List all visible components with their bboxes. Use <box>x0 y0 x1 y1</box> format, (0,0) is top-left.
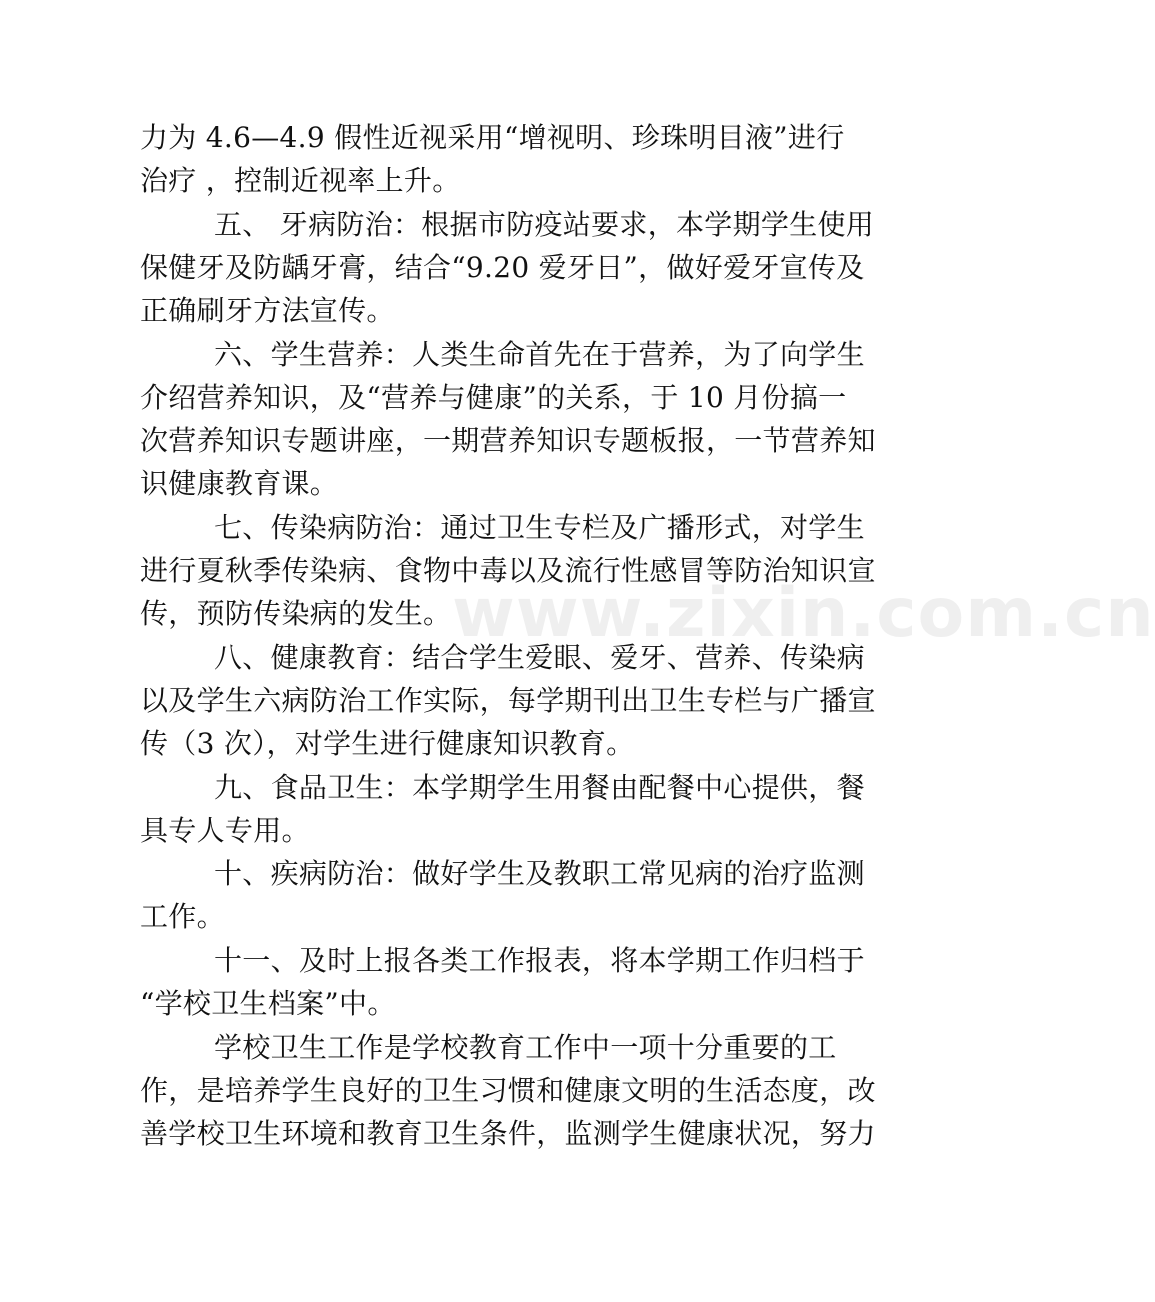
paragraph-start-summary: 学校卫生工作是学校教育工作中一项十分重要的工 <box>214 1031 837 1064</box>
text-line: 进行夏秋季传染病、食物中毒以及流行性感冒等防治知识宣 <box>140 554 876 587</box>
text-line: 次营养知识专题讲座，一期营养知识专题板报，一节营养知 <box>140 424 876 457</box>
paragraph-start-item-8: 八、健康教育：结合学生爱眼、爱牙、营养、传染病 <box>214 641 865 674</box>
paragraph-start-item-7: 七、传染病防治：通过卫生专栏及广播形式，对学生 <box>214 511 865 544</box>
text-line: 工作。 <box>140 900 225 933</box>
text-line: 保健牙及防龋牙膏，结合“9.20 爱牙日”，做好爱牙宣传及 <box>140 251 865 284</box>
text-line: 作，是培养学生良好的卫生习惯和健康文明的生活态度，改 <box>140 1074 876 1107</box>
text-line: 治疗 ，控制近视率上升。 <box>140 164 461 197</box>
text-line: 正确刷牙方法宣传。 <box>140 294 395 327</box>
watermark: www.zixin.com.cn <box>452 574 1155 653</box>
text-line: 力为 4.6—4.9 假性近视采用“增视明、珍珠明目液”进行 <box>140 121 845 154</box>
text-line: 传，预防传染病的发生。 <box>140 597 452 630</box>
paragraph-start-item-6: 六、学生营养：人类生命首先在于营养，为了向学生 <box>214 338 865 371</box>
paragraph-start-item-5: 五、 牙病防治：根据市防疫站要求，本学期学生使用 <box>214 208 875 241</box>
text-line: 以及学生六病防治工作实际，每学期刊出卫生专栏与广播宣 <box>140 684 876 717</box>
paragraph-start-item-10: 十、疾病防治：做好学生及教职工常见病的治疗监测 <box>214 857 865 890</box>
paragraph-start-item-9: 九、食品卫生：本学期学生用餐由配餐中心提供，餐 <box>214 771 865 804</box>
text-line: 具专人专用。 <box>140 814 310 847</box>
text-line: “学校卫生档案”中。 <box>140 987 396 1020</box>
text-line: 善学校卫生环境和教育卫生条件，监测学生健康状况，努力 <box>140 1117 876 1150</box>
paragraph-start-item-11: 十一、及时上报各类工作报表，将本学期工作归档于 <box>214 944 865 977</box>
text-line: 识健康教育课。 <box>140 467 339 500</box>
text-line: 介绍营养知识，及“营养与健康”的关系，于 10 月份搞一 <box>140 381 847 414</box>
text-line: 传（3 次），对学生进行健康知识教育。 <box>140 727 635 760</box>
